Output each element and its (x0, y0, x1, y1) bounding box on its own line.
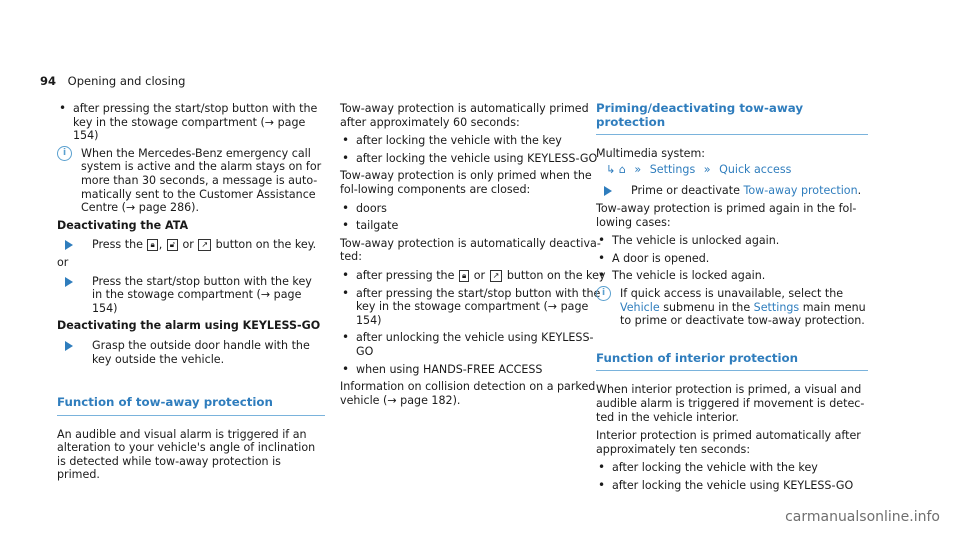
settings-link: Settings (753, 300, 800, 314)
trunk-key-icon: ↗ (490, 270, 503, 282)
column-3 (596, 102, 868, 496)
paragraph: Tow-away protection is primed again in the fol-lowing cases: (596, 201, 857, 229)
note (57, 147, 325, 215)
path-quick-access: Quick access (719, 162, 792, 176)
list-item: • The vehicle is unlocked again. (596, 234, 868, 248)
page-title: Opening and closing (67, 74, 186, 88)
note-text: When the Mercedes-Benz emergency call system is active and the alarm stays on for more than 30 seconds, a message is auto-matically sent to the Customer Assistance Centre (→ page 286). (81, 146, 322, 215)
list-item: • A door is opened. (596, 252, 868, 266)
action-step: Prime or deactivate Tow-away protection. (596, 184, 868, 198)
paragraph: Tow-away protection is automatically deactiva-ted: (340, 236, 601, 264)
paragraph: An audible and visual alarm is triggered if an alteration to your vehicle's angle of inclination is detected while tow-away protection is primed. (57, 427, 316, 482)
subheading-deactivate-ata: Deactivating the ATA (57, 218, 189, 232)
action-arrow-icon (604, 186, 612, 196)
paragraph: Information on collision detection on a parked vehicle (→ page 182). (340, 380, 596, 407)
list-item: • after unlocking the vehicle using KEYLESS-GO (340, 331, 608, 358)
list-item: • after locking the vehicle using KEYLESS-GO (596, 479, 868, 493)
paragraph: Tow-away protection is automatically primed after approximately 60 seconds: (340, 102, 589, 129)
section-heading-tow-away-function: Function of tow-away protection (57, 396, 325, 416)
list-item: • The vehicle is locked again. (596, 269, 868, 283)
list-item: • after locking the vehicle with the key (340, 134, 608, 148)
menu-path (596, 163, 868, 177)
double-chevron-icon: » (634, 162, 642, 176)
info-icon: i (57, 146, 72, 161)
section-heading-prime-deactivate: Priming/deactivating tow-away protection (596, 102, 868, 135)
path-start-icon: ↳ (606, 162, 616, 176)
lock-key-icon: 🔒︎ (459, 270, 469, 282)
info-icon: i (596, 286, 611, 301)
action-arrow-icon (65, 277, 73, 287)
action-arrow-icon (65, 341, 73, 351)
action-step: Press the 🔒︎ , 🔓︎ or ↗ button on the key. (57, 238, 325, 252)
unlock-key-icon: 🔓︎ (167, 239, 178, 251)
section-heading-interior-protection: Function of interior protection (596, 352, 868, 372)
paragraph: Interior protection is primed automatically after approximately ten seconds: (596, 429, 861, 456)
watermark: carmanualsonline.info (785, 509, 940, 526)
note: i If quick access is unavailable, select the Vehicle submenu in the Settings main menu to prime or deactivate tow-away protection. (596, 287, 868, 328)
page-header (40, 75, 185, 89)
paragraph: When interior protection is primed, a visual and audible alarm is triggered if movement is detec-ted in the vehicle interior. (596, 383, 865, 424)
column-1 (57, 102, 325, 487)
action-step: Press the start/stop button with the key in the stowage compartment (→ page 154) (57, 275, 325, 316)
list-item: • after pressing the 🔒︎ or ↗ button on the key (340, 269, 608, 283)
or-text: or (57, 255, 69, 269)
tow-away-protection-link: Tow-away protection (743, 184, 858, 198)
list-item: • after locking the vehicle using KEYLESS-GO (340, 152, 608, 166)
list-item: • when using HANDS-FREE ACCESS (340, 363, 608, 377)
list-item: • doors (340, 202, 608, 216)
action-arrow-icon (65, 240, 73, 250)
trunk-key-icon: ↗ (198, 239, 211, 251)
list-item: • tailgate (340, 219, 608, 233)
lock-key-icon: 🔒︎ (147, 239, 157, 251)
double-chevron-icon: » (703, 162, 711, 176)
list-item: • after pressing the start/stop button with the key in the stowage compartment (→ page 154) (340, 287, 608, 328)
list-item: • after locking the vehicle with the key (596, 461, 868, 475)
column-2 (340, 102, 608, 412)
home-icon: ⌂ (618, 162, 626, 176)
action-step: Grasp the outside door handle with the key outside the vehicle. (57, 339, 325, 366)
path-settings: Settings (649, 162, 696, 176)
page-number: 94 (40, 74, 57, 88)
vehicle-link: Vehicle (620, 300, 660, 314)
multimedia-label: Multimedia system: (596, 147, 706, 161)
subheading-deactivate-keyless: Deactivating the alarm using KEYLESS-GO (57, 319, 321, 333)
paragraph: Tow-away protection is only primed when the fol-lowing components are closed: (340, 169, 592, 196)
list-item: • after pressing the start/stop button with the key in the stowage compartment (→ page 154) (57, 102, 325, 143)
